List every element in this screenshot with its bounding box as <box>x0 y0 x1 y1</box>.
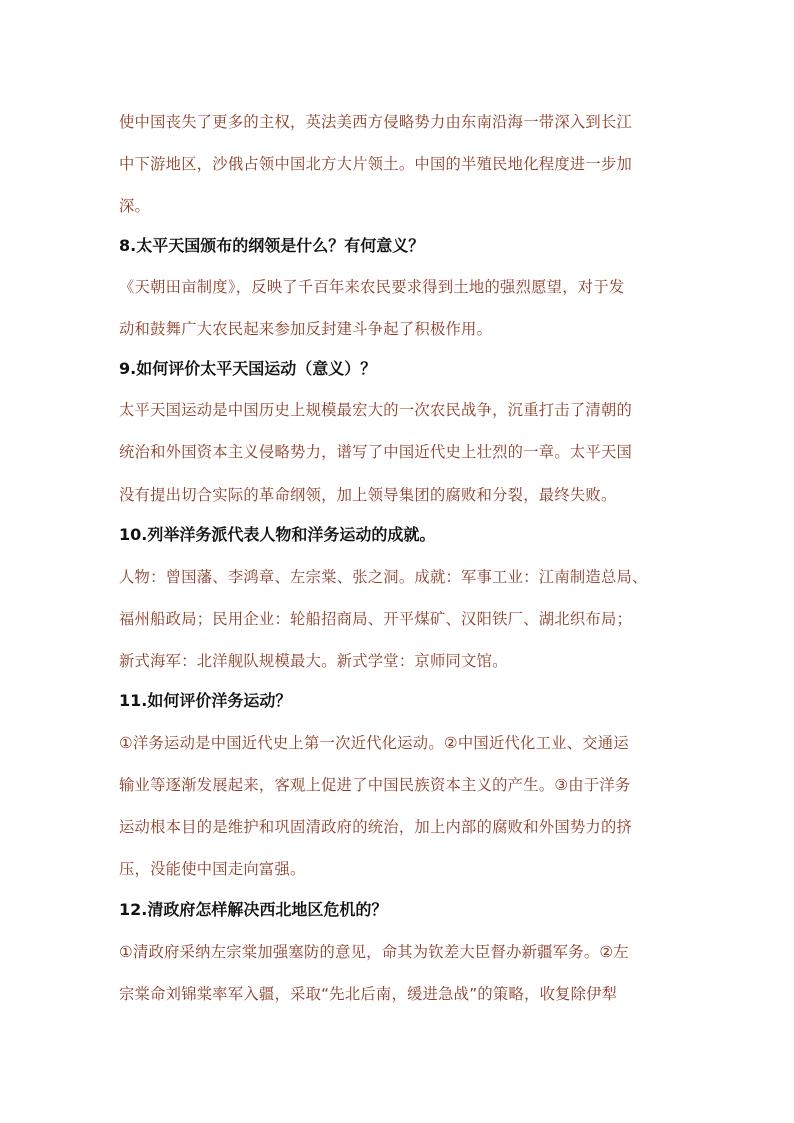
answer-text: 《天朝田亩制度》，反映了千百年来农民要求得到土地的强烈愿望，对于发 <box>119 278 625 296</box>
answer-text: ①清政府采纳左宗棠加强塞防的意见，命其为钦差大臣督办新疆军务。②左 <box>119 943 629 961</box>
answer-text: 新式海军：北洋舰队规模最大。新式学堂：京师同文馆。 <box>119 652 508 670</box>
answer-text: 深。 <box>119 197 151 215</box>
answer-text: 太平天国运动是中国历史上规模最宏大的一次农民战争，沉重打击了清朝的 <box>119 401 633 419</box>
question-heading: 12.清政府怎样解决西北地区危机的？ <box>119 900 388 919</box>
question-heading: 10.列举洋务派代表人物和洋务运动的成就。 <box>119 525 436 544</box>
answer-text: 宗棠命刘锦棠率军入疆，采取“先北后南，缓进急战”的策略，收复除伊犁 <box>119 985 618 1003</box>
answer-text: 中下游地区，沙俄占领中国北方大片领土。中国的半殖民地化程度进一步加 <box>119 155 633 173</box>
answer-text: 福州船政局；民用企业：轮船招商局、开平煤矿、汉阳铁厂、湖北织布局； <box>119 610 633 628</box>
question-heading: 9.如何评价太平天国运动（意义）？ <box>119 359 377 378</box>
question-heading: 8.太平天国颁布的纲领是什么？有何意义？ <box>119 236 425 255</box>
answer-text: 输业等逐渐发展起来，客观上促进了中国民族资本主义的产生。③由于洋务 <box>119 776 631 794</box>
answer-text: 统治和外国资本主义侵略势力，谱写了中国近代史上壮烈的一章。太平天国 <box>119 443 633 461</box>
answer-text: 没有提出切合实际的革命纲领，加上领导集团的腐败和分裂，最终失败。 <box>119 486 617 504</box>
question-heading: 11.如何评价洋务运动？ <box>119 691 292 710</box>
answer-text: 动和鼓舞广大农民起来参加反封建斗争起了积极作用。 <box>119 320 493 338</box>
answer-text: ①洋务运动是中国近代史上第一次近代化运动。②中国近代化工业、交通运 <box>119 734 629 752</box>
answer-text: 使中国丧失了更多的主权，英法美西方侵略势力由东南沿海一带深入到长江 <box>119 113 633 131</box>
answer-text: 人物：曾国藩、李鸿章、左宗棠、张之洞。成就：军事工业：江南制造总局、 <box>119 568 648 586</box>
answer-text: 运动根本目的是维护和巩固清政府的统治，加上内部的腐败和外国势力的挤 <box>119 818 633 836</box>
answer-text: 压，没能使中国走向富强。 <box>119 860 306 878</box>
